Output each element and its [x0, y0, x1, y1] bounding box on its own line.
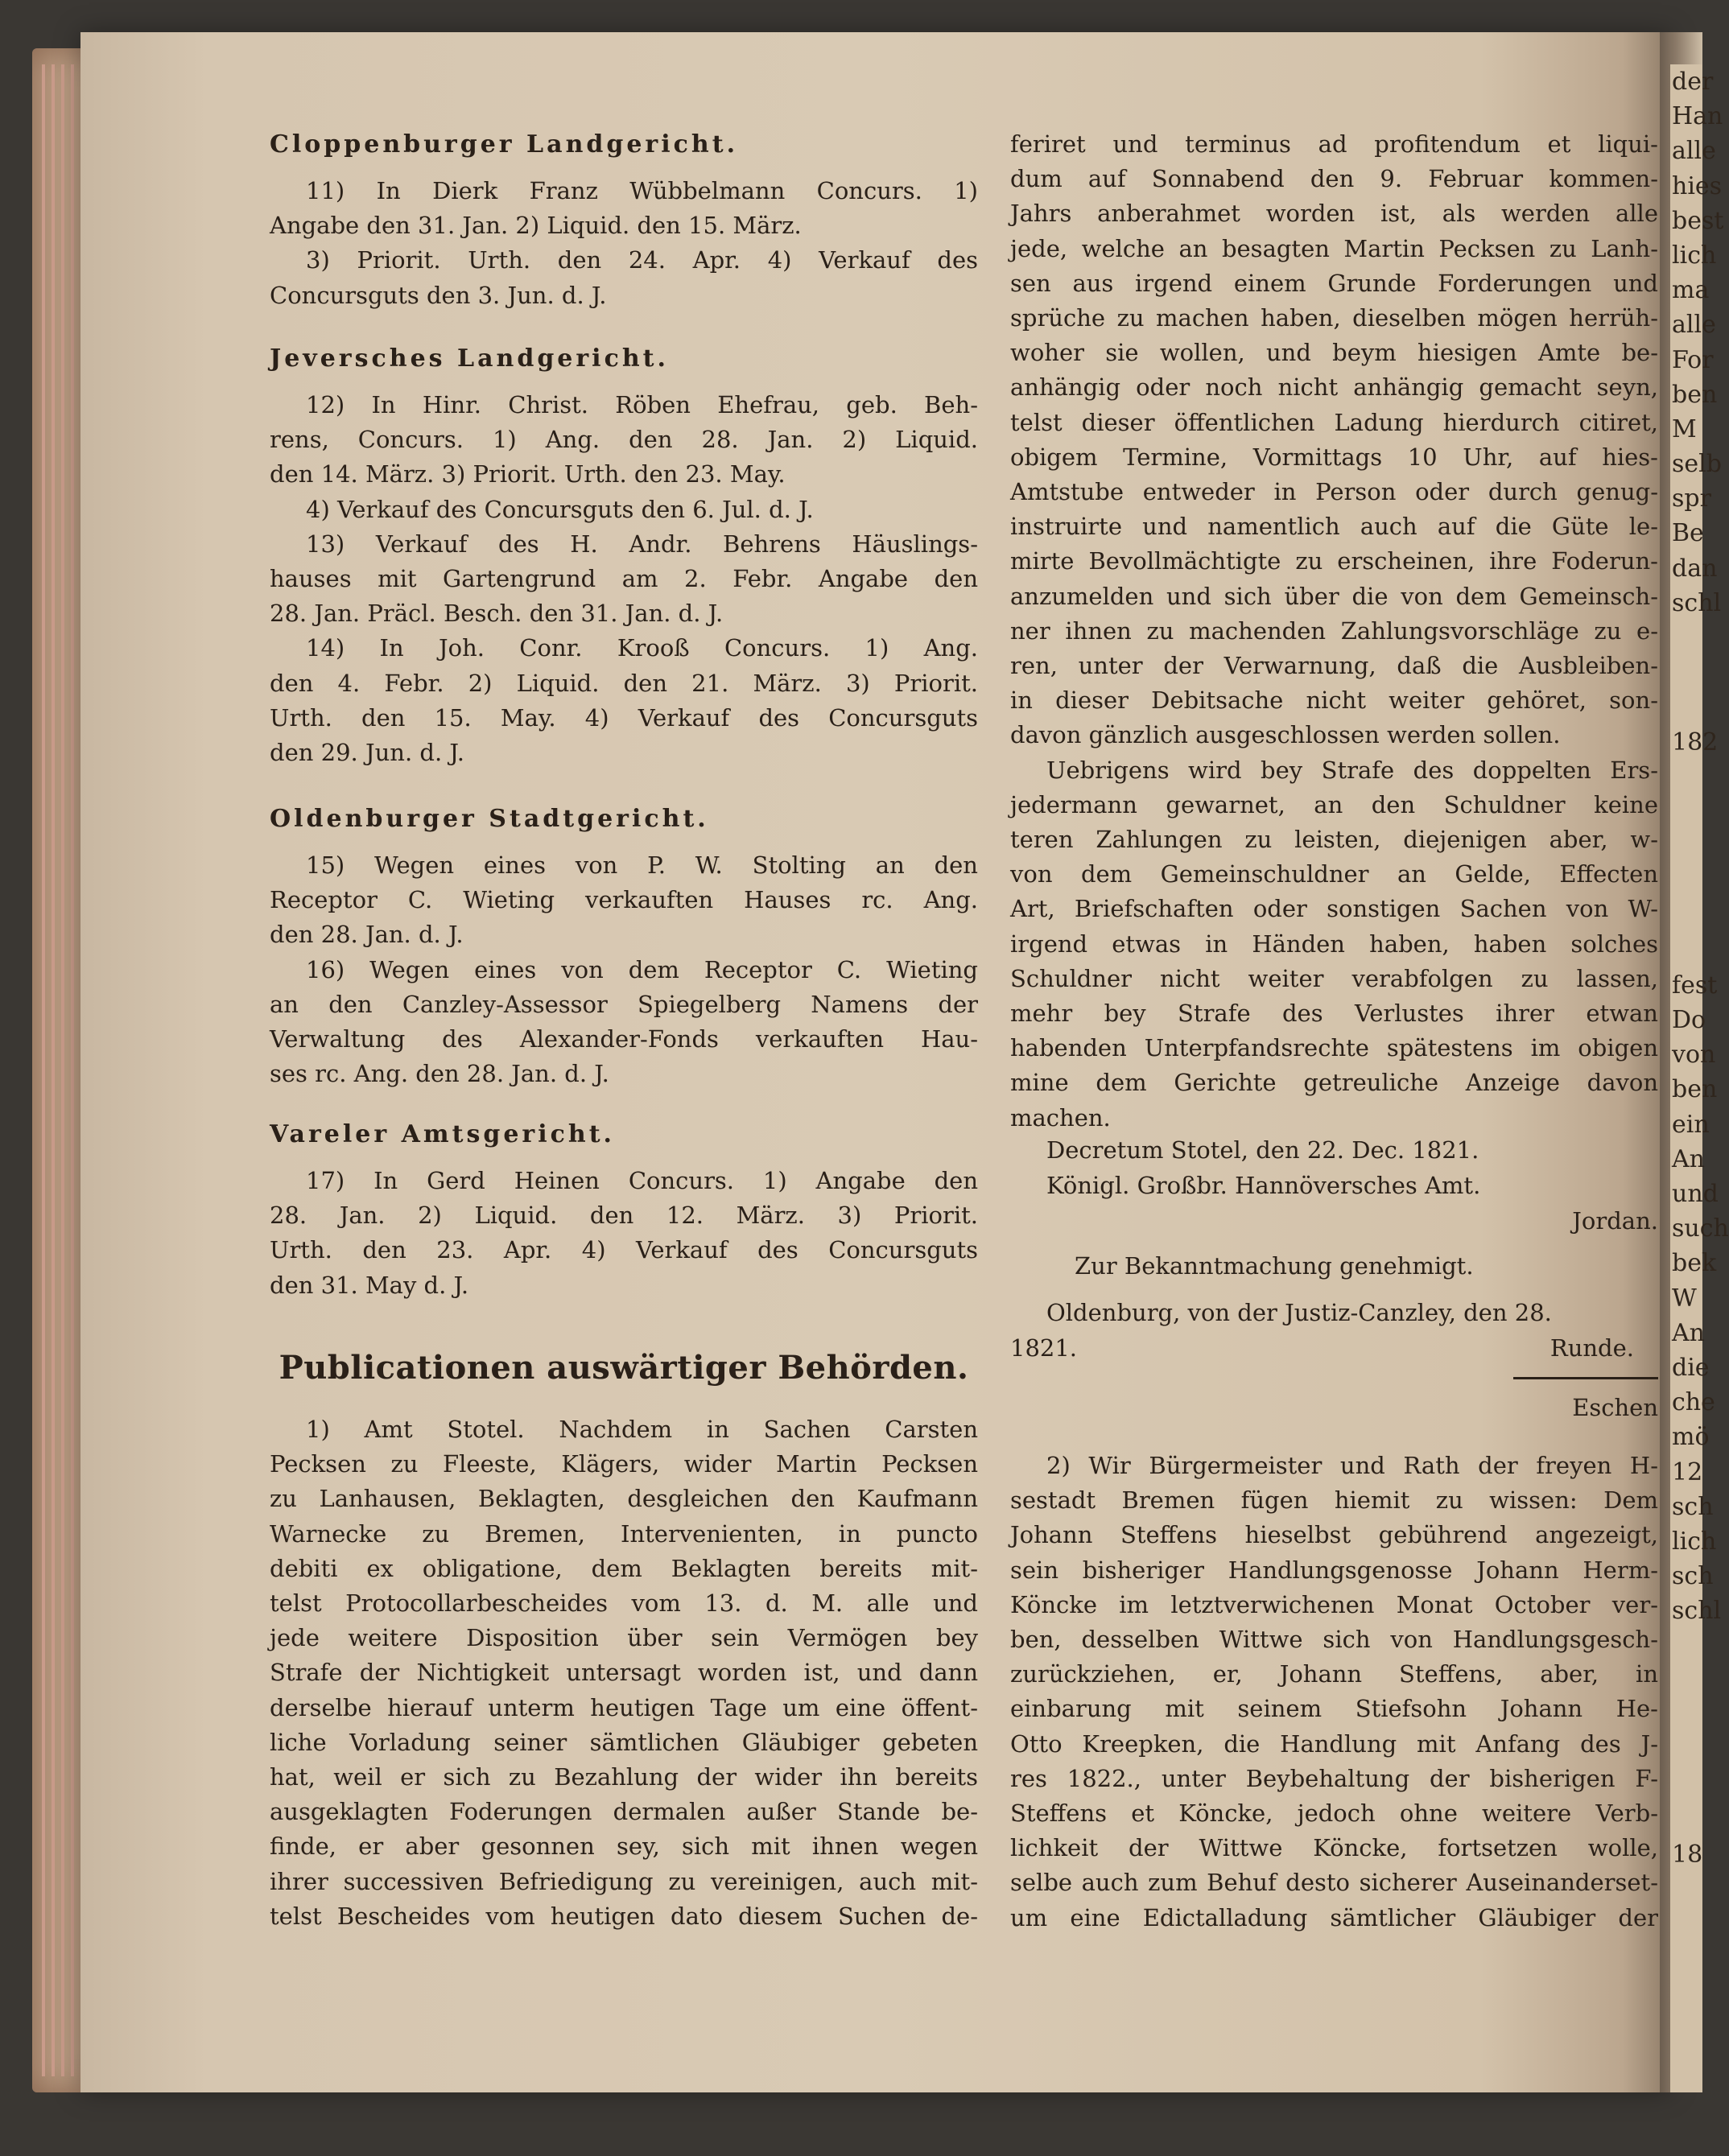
next-page-fragment: alle [1672, 137, 1716, 166]
text-line: 11) In Dierk Franz Wübbelmann Concurs. 1) [306, 177, 978, 204]
section-heading: Jeversches Landgericht. [270, 344, 669, 373]
next-page-fragment: die [1672, 1353, 1710, 1382]
text-line: um eine Edictalladung sämtlicher Gläubiger der [1010, 1903, 1658, 1931]
text-line: hat, weil er sich zu Bezahlung der wider ihn bereits [270, 1763, 978, 1791]
next-page-fragment [1670, 829, 1702, 864]
next-page-fragment: mö [1672, 1423, 1710, 1452]
text-line: Receptor C. Wieting verkauften Hauses rc. Ang. [270, 886, 978, 914]
next-page-fragment: 182 [1672, 728, 1719, 756]
text-line: instruirte und namentlich auch auf die Güte le- [1010, 513, 1658, 541]
next-page-fragment: alle [1672, 311, 1716, 340]
text-line: 14) In Joh. Conr. Krooß Concurs. 1) Ang. [306, 634, 978, 662]
text-line: ren, unter der Verwarnung, daß die Ausbleiben- [1010, 652, 1658, 679]
text-line: zurückziehen, er, Johann Steffens, aber, in [1010, 1660, 1658, 1688]
next-page-fragment [1670, 1628, 1702, 1663]
text-line: woher sie wollen, und beym hiesigen Amte be- [1010, 339, 1658, 367]
next-page-fragment [1670, 1802, 1702, 1837]
next-page-fragment: selb [1672, 450, 1722, 479]
text-line: Schuldner nicht weiter verabfolgen zu lassen, [1010, 964, 1658, 992]
next-page-fragment: hies [1672, 171, 1723, 200]
text-line: Jahrs anberahmet worden ist, als werden alle [1010, 200, 1658, 228]
text-line: den 4. Febr. 2) Liquid. den 21. März. 3) Priorit. [270, 669, 978, 697]
text-line: sestadt Bremen fügen hiemit zu wissen: Dem [1010, 1486, 1658, 1515]
text-line: Angabe den 31. Jan. 2) Liquid. den 15. März. [270, 212, 802, 240]
next-page-fragment: M [1672, 414, 1697, 443]
signature: Jordan. [1572, 1207, 1658, 1235]
next-page-fragment: For [1672, 345, 1714, 374]
text-line: Otto Kreepken, die Handlung mit Anfang des J- [1010, 1729, 1658, 1758]
signature: Runde. [1549, 1334, 1634, 1362]
text-line: finde, er aber gesonnen sey, sich mit ihnen wegen [270, 1832, 978, 1861]
text-line: Amtstube entweder in Person oder durch genug- [1010, 478, 1658, 505]
text-line: jedermann gewarnet, an den Schuldner keine [1010, 790, 1658, 818]
text-line: 28. Jan. 2) Liquid. den 12. März. 3) Priorit. [270, 1202, 978, 1230]
next-page-fragment [1670, 760, 1702, 794]
text-line: debiti ex obligatione, dem Beklagten bereits mit- [270, 1554, 978, 1582]
next-page-fragment [1670, 1733, 1702, 1767]
text-line: ner ihnen zu machenden Zahlungsvorschläge zu e- [1010, 616, 1658, 645]
text-line: dum auf Sonnabend den 9. Februar kommen- [1010, 165, 1658, 193]
next-page-fragment: 18 [1672, 1840, 1703, 1869]
text-line: habenden Unterpfandsrechte spätestens im obigen [1010, 1034, 1658, 1062]
next-page-fragment: fest [1672, 971, 1718, 1000]
next-page-fragment [1670, 1663, 1702, 1698]
text-line: jede, welche an besagten Martin Pecksen zu Lanh- [1010, 234, 1658, 262]
text-line: Verwaltung des Alexander-Fonds verkauften Hau- [270, 1025, 978, 1053]
text-line: anzumelden und sich über die von dem Gemeinsch- [1010, 582, 1658, 610]
text-line: mehr bey Strafe des Verlustes ihrer etwan [1010, 1000, 1658, 1027]
next-page-fragment: ma [1672, 276, 1710, 305]
next-page-fragment: Han [1672, 102, 1723, 131]
decretum-line: Decretum Stotel, den 22. Dec. 1821. [1046, 1136, 1479, 1164]
next-page-fragment [1670, 1767, 1702, 1802]
text-line: ihrer successiven Befriedigung zu vereinigen, auch mit- [270, 1867, 978, 1895]
next-page-fragment [1670, 864, 1702, 898]
text-line: 15) Wegen eines von P. W. Stolting an den [306, 851, 978, 879]
text-line: Steffens et Köncke, jedoch ohne weitere Verb- [1010, 1799, 1658, 1827]
next-page-fragment: schl [1672, 588, 1722, 617]
text-line: Concursguts den 3. Jun. d. J. [270, 281, 607, 309]
next-page-strip [1670, 64, 1729, 2092]
next-page-fragment: che [1672, 1388, 1715, 1417]
next-page-fragment: sch [1672, 1562, 1714, 1591]
text-line: 2) Wir Bürgermeister und Rath der freyen H- [1046, 1452, 1658, 1479]
page-edge [42, 64, 45, 2076]
text-line: ses rc. Ang. den 28. Jan. d. J. [270, 1060, 609, 1088]
text-line: mine dem Gerichte getreuliche Anzeige davon [1010, 1069, 1658, 1097]
text-line: lichkeit der Wittwe Köncke, fortsetzen wolle, [1010, 1834, 1658, 1862]
text-line: Art, Briefschaften oder sonstigen Sachen von W- [1010, 895, 1658, 923]
text-line: jede weitere Disposition über sein Vermögen bey [270, 1624, 978, 1652]
next-page-fragment: Do [1672, 1006, 1706, 1035]
next-page-fragment: Be [1672, 519, 1704, 548]
text-line: res 1822., unter Beybehaltung der bisherigen F- [1010, 1764, 1658, 1792]
text-line: davon gänzlich ausgeschlossen werden sollen. [1010, 721, 1561, 749]
text-line: zu Lanhausen, Beklagten, desgleichen den Kaufmann [270, 1485, 978, 1513]
text-line: ben, desselben Wittwe sich von Handlungsgesch- [1010, 1626, 1658, 1653]
next-page-fragment: sch [1672, 1492, 1714, 1521]
text-line: liche Vorladung seiner sämtlichen Gläubiger gebeten [270, 1728, 978, 1756]
separator-rule [1513, 1377, 1658, 1379]
next-page-fragment [1670, 690, 1702, 724]
next-page-fragment: 12 [1672, 1457, 1703, 1486]
text-line: den 14. März. 3) Priorit. Urth. den 23. May. [270, 460, 786, 489]
section-heading: Publicationen auswärtiger Behörden. [279, 1349, 969, 1387]
text-line: teren Zahlungen zu leisten, diejenigen aber, w- [1010, 826, 1658, 853]
next-page-fragment: und [1672, 1180, 1719, 1208]
text-line: Urth. den 23. Apr. 4) Verkauf des Concursguts [270, 1236, 978, 1264]
authority-line: Königl. Großbr. Hannöversches Amt. [1046, 1172, 1481, 1199]
next-page-fragment: ben [1672, 1075, 1718, 1104]
text-line: telst dieser öffentlichen Ladung hierdurch citiret, [1010, 408, 1658, 436]
text-line: telst Bescheides vom heutigen dato diesem Suchen de- [270, 1902, 978, 1930]
next-page-fragment: bek [1672, 1249, 1717, 1278]
next-page-fragment: ein [1672, 1110, 1710, 1139]
next-page-fragment [1670, 620, 1702, 655]
text-line: sein bisheriger Handlungsgenosse Johann Herm- [1010, 1556, 1658, 1584]
text-line: mirte Bevollmächtigte zu erscheinen, ihre Foderun- [1010, 547, 1658, 575]
text-line: in dieser Debitsache nicht weiter gehöret, son- [1010, 686, 1658, 715]
text-line: 28. Jan. Präcl. Besch. den 31. Jan. d. J. [270, 600, 724, 628]
text-line: obigem Termine, Vormittags 10 Uhr, auf hies- [1010, 443, 1658, 471]
next-page-fragment: lich [1672, 241, 1717, 270]
catchword: Eschen [1572, 1394, 1658, 1421]
text-line: den 28. Jan. d. J. [270, 921, 464, 949]
text-line: 16) Wegen eines von dem Receptor C. Wieting [306, 955, 978, 983]
next-page-fragment [1670, 655, 1702, 690]
next-page-fragment: der [1672, 68, 1714, 96]
text-line: 12) In Hinr. Christ. Röben Ehefrau, geb. Beh- [306, 391, 978, 418]
text-line: 4) Verkauf des Concursguts den 6. Jul. d. J. [306, 495, 814, 523]
next-page-fragment: schl [1672, 1597, 1722, 1626]
next-page-fragment: ben [1672, 380, 1718, 409]
text-line: Warnecke zu Bremen, Intervenienten, in puncto [270, 1519, 978, 1548]
text-line: einbarung mit seinem Stiefsohn Johann He- [1010, 1695, 1658, 1723]
text-line: den 29. Jun. d. J. [270, 739, 464, 766]
page-edge [61, 64, 64, 2076]
text-line: Köncke im letztverwichenen Monat October ver- [1010, 1590, 1658, 1618]
section-heading: Oldenburger Stadtgericht. [270, 805, 709, 833]
next-page-fragment: lich [1672, 1527, 1717, 1556]
section-heading: Cloppenburger Landgericht. [270, 130, 739, 159]
text-line: 3) Priorit. Urth. den 24. Apr. 4) Verkauf des [306, 246, 978, 274]
text-line: hauses mit Gartengrund am 2. Febr. Angabe den [270, 565, 978, 592]
next-page-fragment [1670, 899, 1702, 934]
next-page-fragment: spr [1672, 484, 1711, 513]
text-line: machen. [1010, 1103, 1111, 1132]
text-line: irgend etwas in Händen haben, haben solches [1010, 930, 1658, 958]
text-line: 13) Verkauf des H. Andr. Behrens Häuslings- [306, 530, 978, 558]
next-page-fragment: An [1672, 1144, 1705, 1173]
next-page-fragment [1670, 934, 1702, 968]
text-line: rens, Concurs. 1) Ang. den 28. Jan. 2) Liquid. [270, 426, 978, 454]
text-line: an den Canzley-Assessor Spiegelberg Namens der [270, 990, 978, 1018]
place-date-line: Oldenburg, von der Justiz-Canzley, den 28. [1046, 1299, 1552, 1326]
text-line: Pecksen zu Fleeste, Klägers, wider Martin Pecksen [270, 1450, 978, 1478]
next-page-fragment: W [1672, 1284, 1697, 1313]
next-page-fragment [1670, 794, 1702, 829]
text-line: telst Protocollarbescheides vom 13. d. M. alle und [270, 1589, 978, 1617]
text-line: anhängig oder noch nicht anhängig gemacht seyn, [1010, 373, 1658, 402]
next-page-fragment: such [1672, 1214, 1729, 1243]
next-page-fragment: dan [1672, 554, 1718, 583]
text-line: sen aus irgend einem Grunde Forderungen und [1010, 269, 1658, 297]
next-page-fragment: An [1672, 1318, 1705, 1347]
text-line: derselbe hierauf unterm heutigen Tage um eine öffent- [270, 1693, 978, 1721]
text-line: Uebrigens wird bey Strafe des doppelten Ers- [1046, 756, 1658, 784]
year-line: 1821. [1010, 1334, 1078, 1362]
text-line: 1) Amt Stotel. Nachdem in Sachen Carsten [306, 1416, 978, 1443]
text-line: 17) In Gerd Heinen Concurs. 1) Angabe den [306, 1167, 978, 1194]
text-line: von dem Gemeinschuldner an Gelde, Effecten [1010, 860, 1658, 888]
text-line: Johann Steffens hieselbst gebührend angezeigt, [1010, 1521, 1658, 1549]
next-page-fragment: best [1672, 206, 1724, 235]
page-edge [71, 64, 74, 2076]
text-line: ausgeklagten Foderungen dermalen außer Stande be- [270, 1798, 978, 1826]
text-line: den 31. May d. J. [270, 1271, 469, 1299]
text-line: feriret und terminus ad profitendum et liqui- [1010, 130, 1658, 158]
page-edge [52, 64, 55, 2076]
text-line: sprüche zu machen haben, dieselben mögen herrüh- [1010, 304, 1658, 332]
text-line: Strafe der Nichtigkeit untersagt worden ist, und dann [270, 1659, 978, 1687]
approval-line: Zur Bekanntmachung genehmigt. [1075, 1252, 1474, 1280]
next-page-fragment: von [1672, 1041, 1716, 1070]
section-heading: Vareler Amtsgericht. [270, 1120, 615, 1148]
text-line: selbe auch zum Behuf desto sicherer Auseinanderset- [1010, 1869, 1658, 1897]
next-page-fragment [1670, 1698, 1702, 1733]
text-line: Urth. den 15. May. 4) Verkauf des Concursguts [270, 703, 978, 732]
